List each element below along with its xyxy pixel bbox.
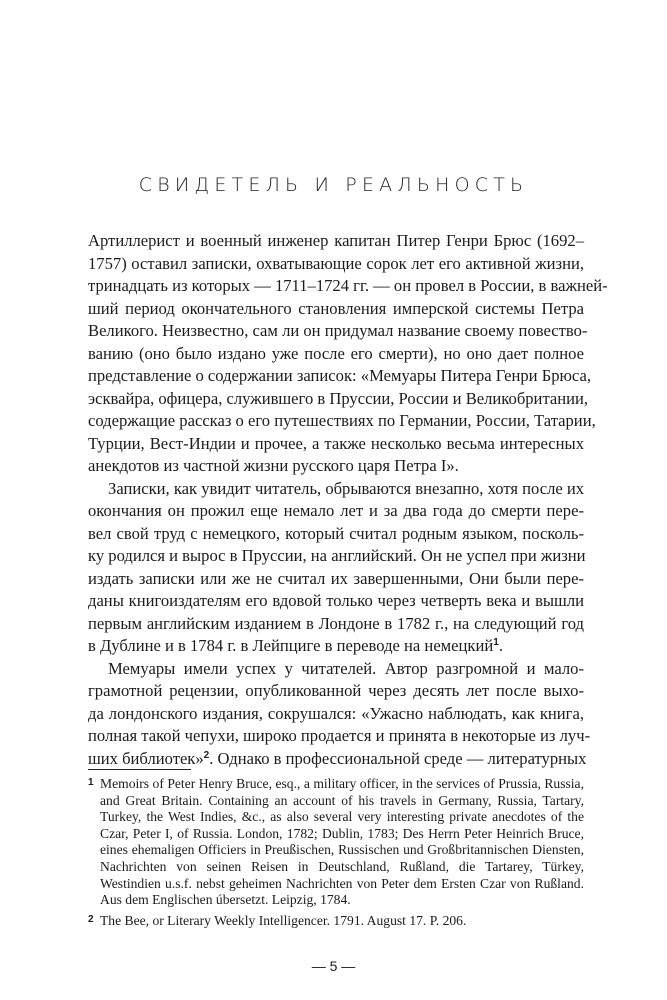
text-line: окончания он прожил еще немало лет и за два года до смерти пере- — [88, 501, 584, 520]
paragraph-3 — [88, 658, 591, 771]
footnote-number: 1 — [88, 777, 94, 788]
text-segment: . — [498, 636, 503, 655]
text-segment: в Дублине и в 1784 г. в Лейпциге в переводе на немецкий — [88, 636, 494, 655]
footnote-ref-1[interactable]: 1 — [493, 637, 499, 648]
text-line: даны книгоиздателям его вдовой только через четверть века и вышли — [88, 591, 584, 610]
text-line — [88, 635, 584, 658]
text-line: содержащие рассказ о его путешествиях по Германии, России, Татарии, — [88, 411, 596, 430]
text-line: ший период окончательного становления имперской системы Петра — [88, 298, 584, 318]
text-line: грамотной рецензии, опубликованной через десять лет после выхо- — [88, 681, 584, 700]
text-line: Мемуары имели успех у читателей. Автор разгромной и мало- — [108, 658, 584, 678]
text-line: ку родился и вырос в Пруссии, на английский. Он не успел при жизни — [88, 546, 586, 565]
text-line: первым английским изданием в Лондоне в 1782 г., на следующий год — [88, 613, 584, 633]
text-line: ванию (оно было издано уже после его смерти), но оно дает полное — [88, 343, 584, 363]
body-text — [88, 230, 608, 770]
text-line: анекдотов из частной жизни русского царя Петра I». — [88, 456, 459, 475]
paragraph-1 — [88, 230, 608, 478]
footnotes — [88, 776, 584, 933]
footnote-text: The Bee, or Literary Weekly Intelligencer. 1791. August 17. P. 206. — [100, 912, 467, 928]
text-line: да лондонского издания, сокрушался: «Ужасно наблюдать, как книга, — [88, 703, 584, 723]
text-line: Артиллерист и военный инженер капитан Питер Генри Брюс (1692– — [88, 231, 584, 250]
chapter-title: СВИДЕТЕЛЬ И РЕАЛЬНОСТЬ — [138, 174, 529, 196]
text-line — [88, 748, 587, 771]
text-line: эсквайра, офицера, служившего в Пруссии, России и Великобритании, — [88, 388, 589, 408]
text-line: Великого. Неизвестно, сам ли он придумал название своему повество- — [88, 321, 588, 340]
text-line: вел свой труд с немецкого, который считал родным языком, посколь- — [88, 523, 584, 543]
footnote-text: Memoirs of Peter Henry Bruce, esq., a military officer, in the services of Prussia, Russia, and Great Britain. Containing an account of his travels in Germany, Russia, Tartary, Turkey, the West Indies, &c., as also several very interesting private anecdotes of the Czar, Peter I, of Russia. London, 1782; Dublin, 1783; Des Herrn Peter Heinrich Bruce, eines ehemaligen Officiers in Preußischen, Russischen und Großbritannischen Diensten, Nachrichten von seinen Reisen in Deutschland, Rußland, die Tartarey, Türkey, Westindien u.s.f. nebst geheimen Nachrichten von Peter dem Ersten Czar von Rußland. Aus dem Englischen úbersetzt. Leipzig, 1784. — [100, 776, 584, 908]
text-segment: ших библиотек» — [88, 748, 204, 768]
footnote-number: 2 — [88, 913, 94, 925]
footnote-1 — [88, 776, 584, 909]
text-line: Записки, как увидит читатель, обрываются внезапно, хотя после их — [108, 478, 585, 498]
text-line: 1757) оставил записки, охватывающие сорок лет его активной жизни, — [88, 253, 584, 273]
text-line: представление о содержании записок: «Мемуары Питера Генри Брюса, — [88, 366, 592, 385]
page-number: — 5 — — [311, 958, 356, 974]
paragraph-2 — [88, 478, 584, 658]
footnote-2 — [88, 913, 584, 930]
text-line: издать записки или же не считал их завершенными, Они были пере- — [88, 568, 584, 588]
text-line: Турции, Вест-Индии и прочее, а также несколько весьма интересных — [88, 433, 584, 453]
text-line: полная такой чепухи, широко продается и принята в некоторые из луч- — [88, 726, 591, 745]
footnote-divider — [88, 769, 191, 770]
text-line: тринадцать из которых — 1711–1724 гг. — он провел в России, в важней- — [88, 276, 608, 295]
footnote-ref-2[interactable]: 2 — [203, 749, 210, 761]
text-segment: . Однако в профессиональной среде — литературных — [209, 748, 587, 768]
